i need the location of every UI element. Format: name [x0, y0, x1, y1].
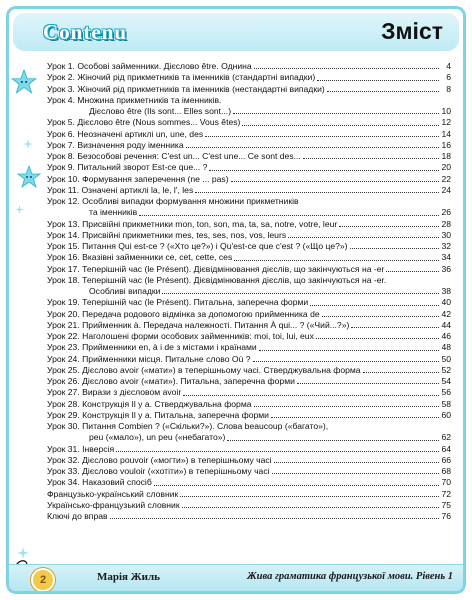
toc-entry-title: Урок 21. Прийменник à. Передача належності. Питання À qui... ? («Чий...?»)	[47, 319, 350, 330]
dot-leader	[254, 406, 439, 407]
toc-entry-title: Урок 25. Дієслово avoir («мати») в теперішньому часі. Стверджувальна форма	[47, 364, 361, 375]
dot-leader	[180, 496, 439, 497]
toc-page-number: 8	[446, 83, 451, 94]
toc-page-number: 54	[441, 376, 451, 386]
star-icon	[17, 165, 41, 189]
toc-entry-title: Урок 20. Передача родового відмінка за допомогою прийменника de	[47, 308, 320, 319]
toc-page-number: 20	[441, 162, 451, 173]
toc-entry-title: peu («мало»), un peu («небагато»)	[89, 432, 226, 443]
toc-page-number: 52	[441, 364, 451, 375]
toc-page-number: 14	[441, 128, 451, 139]
toc-entry-title: Урок 9. Питальний зворот Est-ce que... ?	[47, 162, 208, 173]
toc-entry	[89, 432, 451, 443]
toc-entry	[47, 500, 451, 511]
sparkle-icon	[23, 139, 33, 149]
sparkle-icon	[15, 205, 24, 214]
toc-entry	[47, 376, 451, 387]
toc-entry	[47, 252, 451, 263]
dot-leader	[303, 158, 439, 159]
toc-entry-title: Ключі до вправ	[47, 511, 108, 521]
toc-page-number: 18	[441, 151, 451, 161]
toc-entry-title: Урок 2. Жіночий рід прикметників та іменників (стандартні випадки)	[47, 72, 316, 83]
toc-entry	[47, 320, 451, 331]
toc-entry-title: Урок 3. Жіночий рід прикметників та іменників (нестандартні випадки)	[47, 83, 325, 94]
toc-entry-title: Урок 26. Дієслово avoir («мати»). Питальна, заперечна форми	[47, 376, 295, 386]
toc-entry-title: Урок 8. Безособові речення: C'est un... C'est une... Ce sont des...	[47, 151, 301, 161]
toc-page-number: 56	[441, 387, 451, 398]
toc-page-number: 60	[441, 409, 451, 420]
toc-entry-title: Урок 5. Дієслово être (Nous sommes... Vous êtes)	[47, 117, 241, 128]
dot-leader	[310, 305, 439, 306]
dot-leader	[139, 215, 439, 216]
dot-leader	[205, 136, 439, 137]
dot-leader	[271, 417, 439, 418]
dot-leader	[154, 485, 439, 486]
toc-page-number: 22	[441, 173, 451, 184]
toc-page-number: 68	[441, 466, 451, 476]
toc-entry	[47, 151, 451, 162]
toc-page-number: 48	[441, 342, 451, 353]
toc-entry-title: Урок 28. Конструкція Il y a. Стверджувальна форма	[47, 398, 252, 409]
toc-page-number: 62	[441, 432, 451, 443]
table-of-contents	[47, 61, 451, 522]
dot-leader	[259, 350, 439, 351]
toc-entry-title: Урок 34. Наказовий спосіб	[47, 477, 152, 488]
book-page	[6, 6, 466, 594]
dot-leader	[234, 260, 439, 261]
toc-entry	[47, 61, 451, 72]
toc-entry	[47, 219, 451, 230]
dot-leader	[183, 395, 439, 396]
toc-entry-title: Урок 19. Теперішній час (le Présent). Питальна, заперечна форми	[47, 297, 309, 308]
toc-entry	[47, 117, 451, 128]
toc-page-number: 30	[441, 229, 451, 240]
toc-entry	[47, 84, 451, 95]
toc-page-number: 40	[441, 297, 451, 308]
toc-page-number: 6	[446, 72, 451, 83]
dot-leader	[288, 237, 439, 238]
toc-entry	[47, 410, 451, 421]
dot-leader	[317, 80, 439, 81]
toc-page-number: 34	[441, 252, 451, 263]
toc-page-number: 50	[441, 353, 451, 364]
toc-entry	[47, 185, 451, 196]
toc-entry-title: Урок 16. Вказівні займенники ce, cet, cette, ces	[47, 252, 233, 263]
toc-entry	[47, 140, 451, 151]
author-name: Марія Жиль	[97, 571, 160, 583]
toc-entry-title: Урок 15. Питання Qui est-ce ? («Хто це?») і Qu'est-ce que c'est ? («Що це?»)	[47, 241, 348, 251]
toc-entry-title: Урок 22. Наголошені форми особових займенників: moi, toi, lui, eux	[47, 331, 314, 341]
toc-entry-title: Урок 31. Інверсія	[47, 443, 115, 454]
dot-leader	[186, 147, 439, 148]
dot-leader	[254, 68, 439, 69]
toc-page-number: 76	[441, 511, 451, 521]
dot-leader	[274, 462, 439, 463]
dot-leader	[297, 383, 439, 384]
toc-entry	[47, 511, 451, 522]
toc-entry-title: Урок 4. Множина прикметників та іменників.	[47, 94, 222, 105]
toc-entry	[89, 286, 451, 297]
toc-entry	[47, 241, 451, 252]
toc-entry	[47, 230, 451, 241]
toc-entry-title: Урок 11. Означені артиклі la, le, l', les	[47, 184, 194, 195]
dot-leader	[227, 440, 439, 441]
toc-page-number: 64	[441, 443, 451, 454]
toc-entry	[47, 365, 451, 376]
dot-leader	[272, 473, 439, 474]
toc-page-number: 46	[441, 331, 451, 341]
dot-leader	[231, 181, 439, 182]
dot-leader	[316, 338, 439, 339]
toc-entry-title: Урок 6. Неозначені артиклі un, une, des	[47, 128, 204, 139]
dot-leader	[195, 192, 439, 193]
toc-entry-title: Урок 10. Формування заперечення (ne ... pas)	[47, 173, 229, 184]
toc-page-number: 70	[441, 477, 451, 488]
toc-entry	[47, 387, 451, 398]
toc-page-number: 10	[441, 106, 451, 116]
toc-page-number: 4	[446, 61, 451, 71]
header-banner	[13, 13, 459, 51]
toc-entry	[47, 162, 451, 173]
toc-entry-title: Урок 12. Особливі випадки формування множини прикметників	[47, 196, 299, 206]
toc-entry	[47, 264, 451, 275]
toc-page-number: 32	[441, 241, 451, 251]
dot-leader	[363, 372, 439, 373]
toc-entry	[89, 106, 451, 117]
toc-entry-title: Урок 14. Присвійні прикметники mes, tes, ses, nos, vos, leurs	[47, 229, 287, 240]
toc-entry-title: Урок 30. Питання Combien ? («Скільки?»). Слова beaucoup («багато»),	[47, 421, 329, 431]
title-ukrainian: Зміст	[381, 18, 443, 44]
dot-leader	[116, 451, 439, 452]
toc-page-number: 12	[441, 117, 451, 128]
dot-leader	[233, 113, 439, 114]
dot-leader	[162, 293, 439, 294]
toc-entry	[47, 129, 451, 140]
toc-entry-title: Українсько-французький словник	[47, 499, 180, 510]
toc-entry-title: Урок 7. Визначення роду іменника	[47, 139, 184, 150]
toc-page-number: 16	[441, 139, 451, 150]
toc-entry-title: Дієслово être (Ils sont... Elles sont...)	[89, 106, 232, 116]
toc-entry	[47, 331, 451, 342]
toc-entry-title: Урок 27. Вирази з дієсловом avoir	[47, 387, 182, 398]
toc-entry-title: Урок 32. Дієслово pouvoir («могти») в теперішньому часі	[47, 454, 272, 465]
toc-entry	[47, 466, 451, 477]
toc-entry	[47, 399, 451, 410]
toc-page-number: 26	[441, 207, 451, 218]
toc-page-number: 44	[441, 319, 451, 330]
toc-page-number: 75	[441, 499, 451, 510]
toc-entry-title: Особливі випадки	[89, 286, 161, 296]
toc-entry-title: Урок 17. Теперішній час (le Présent). Дієвідмінювання дієслів, що закінчуються на -er	[47, 263, 385, 274]
dot-leader	[386, 271, 439, 272]
page-number-badge: 2	[31, 568, 55, 592]
dot-leader	[242, 125, 439, 126]
toc-entry	[47, 174, 451, 185]
dot-leader	[351, 327, 439, 328]
toc-entry	[47, 297, 451, 308]
toc-entry	[47, 455, 451, 466]
toc-entry	[47, 354, 451, 365]
toc-entry	[47, 489, 451, 500]
page-footer	[9, 564, 463, 591]
toc-entry-title: Урок 23. Прийменники en, à і de з містами і країнами	[47, 342, 257, 353]
toc-page-number: 58	[441, 398, 451, 409]
toc-entry-title: Урок 33. Дієслово vouloir («хотіти») в теперішньому часі	[47, 466, 270, 476]
toc-entry	[47, 342, 451, 353]
dot-leader	[110, 518, 439, 519]
toc-entry	[47, 477, 451, 488]
toc-entry	[47, 444, 451, 455]
dot-leader	[253, 361, 439, 362]
toc-page-number: 36	[441, 263, 451, 274]
toc-page-number: 72	[441, 488, 451, 499]
book-title: Жива граматика французької мови. Рівень 1	[247, 571, 453, 582]
toc-entry-title: Урок 24. Прийменники місця. Питальне слово Où ?	[47, 353, 251, 364]
toc-entry-title: та іменників	[89, 207, 138, 218]
dot-leader	[209, 170, 439, 171]
toc-entry-title: Урок 1. Особові займенники. Дієслово être. Однина	[47, 61, 252, 71]
toc-entry-title: Урок 29. Конструкція Il y a. Питальна, заперечна форми	[47, 409, 269, 420]
toc-page-number: 24	[441, 184, 451, 195]
star-icon	[11, 69, 37, 95]
toc-entry-title: Урок 13. Присвійні прикметники mon, ton, son, ma, ta, sa, notre, votre, leur	[47, 218, 338, 229]
toc-page-number: 38	[441, 286, 451, 296]
dot-leader	[350, 248, 439, 249]
toc-entry	[47, 309, 451, 320]
dot-leader	[327, 91, 439, 92]
toc-entry	[89, 207, 451, 218]
toc-page-number: 42	[441, 308, 451, 319]
toc-page-number: 66	[441, 454, 451, 465]
title-french: Contenu	[43, 20, 128, 44]
toc-entry	[47, 72, 451, 83]
dot-leader	[322, 316, 439, 317]
dot-leader	[339, 226, 439, 227]
toc-page-number: 28	[441, 218, 451, 229]
toc-entry-title: Французько-український словник	[47, 488, 179, 499]
toc-entry-title: Урок 18. Теперішній час (le Présent). Дієвідмінювання дієслів, що закінчуються на -er.	[47, 274, 387, 285]
dot-leader	[182, 507, 439, 508]
